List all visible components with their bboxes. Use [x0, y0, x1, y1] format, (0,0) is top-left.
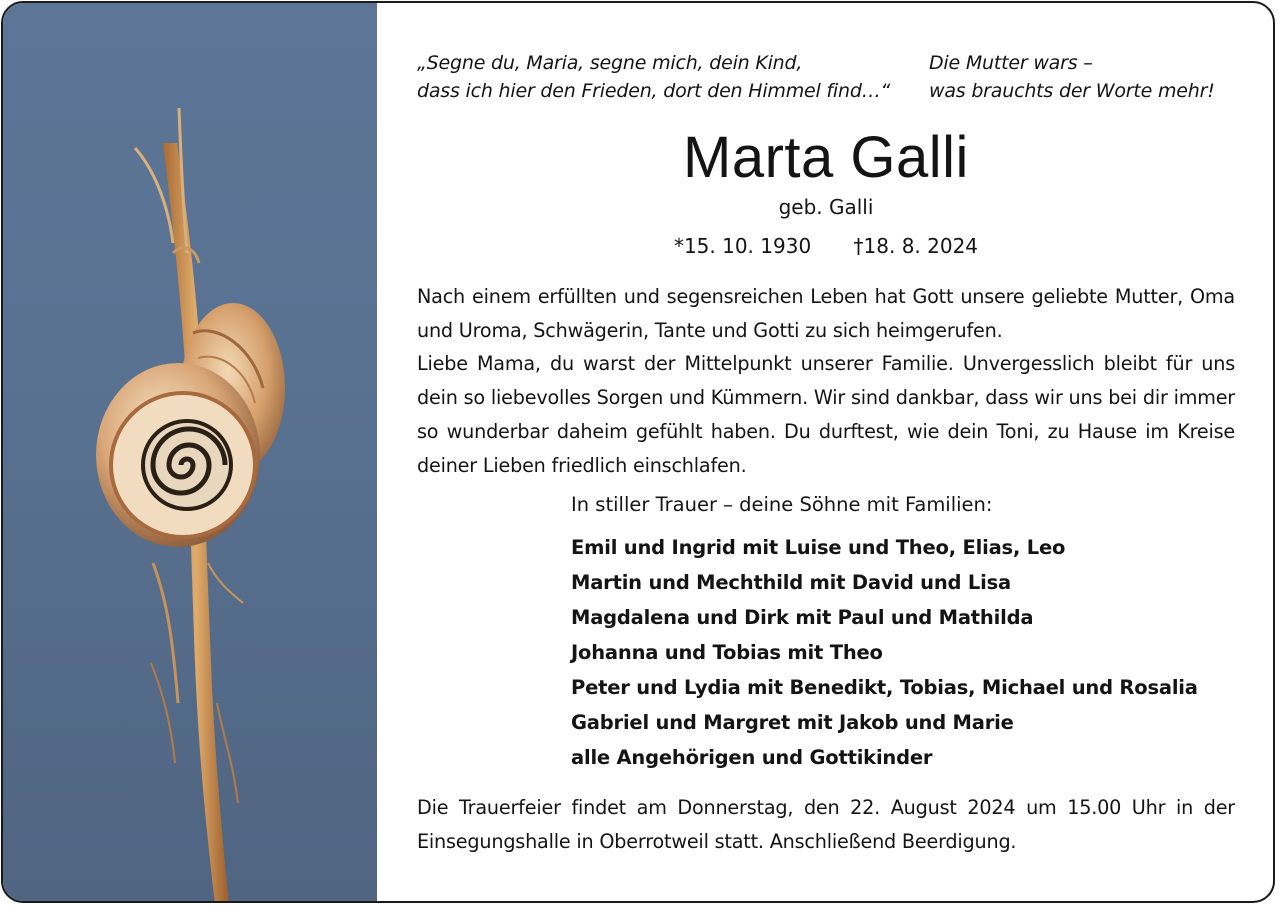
- snail-on-grass-illustration: [3, 3, 377, 903]
- paragraph-tribute: Liebe Mama, du warst der Mittelpunkt unserer Familie. Unvergesslich bleibt für uns dein so liebevolles Sorgen und Kümmern. Wir sind dankbar, dass wir uns bei dir immer so wunderbar daheim gefühlt haben. Du durftest, wie dein Toni, zu Hause im Kreise deiner Lieben friedlich einschlafen.: [417, 352, 1235, 477]
- quote-right: Die Mutter wars – was brauchts der Worte mehr!: [929, 52, 1215, 102]
- mourner-entry: Magdalena und Dirk mit Paul und Mathilda: [571, 606, 1034, 629]
- mourner-entry: Peter und Lydia mit Benedikt, Tobias, Michael und Rosalia: [571, 676, 1198, 699]
- mourner-entry: Emil und Ingrid mit Luise und Theo, Elias, Leo: [571, 536, 1066, 559]
- paragraph-announcement: Nach einem erfüllten und segensreichen Leben hat Gott unsere geliebte Mutter, Oma und Uroma, Schwägerin, Tante und Gotti zu sich heimgerufen.: [417, 285, 1235, 342]
- obituary-card: [1, 1, 1275, 903]
- mourner-entry: Gabriel und Margret mit Jakob und Marie: [571, 711, 1014, 734]
- maiden-name: geb. Galli: [778, 195, 874, 219]
- mourner-entry: Martin und Mechthild mit David und Lisa: [571, 571, 1011, 594]
- life-dates: [417, 232, 1235, 260]
- death-date: †18. 8. 2024: [853, 234, 979, 258]
- quote-left: „Segne du, Maria, segne mich, dein Kind, dass ich hier den Frieden, dort den Himmel find…“: [417, 52, 891, 102]
- birth-date: *15. 10. 1930: [673, 234, 812, 258]
- funeral-info: Die Trauerfeier findet am Donnerstag, den 22. August 2024 um 15.00 Uhr in der Einsegungshalle in Oberrotweil statt. Anschließend Beerdigung.: [417, 796, 1235, 853]
- mourner-entry: Johanna und Tobias mit Theo: [571, 641, 883, 664]
- mourner-entry: alle Angehörigen und Gottikinder: [571, 746, 933, 769]
- obituary-text: [417, 3, 1235, 901]
- mourners-list: [571, 490, 1235, 775]
- snail-photo: [3, 3, 377, 901]
- mourners-intro: In stiller Trauer – deine Söhne mit Familien:: [571, 493, 993, 516]
- deceased-name: Marta Galli: [683, 125, 969, 190]
